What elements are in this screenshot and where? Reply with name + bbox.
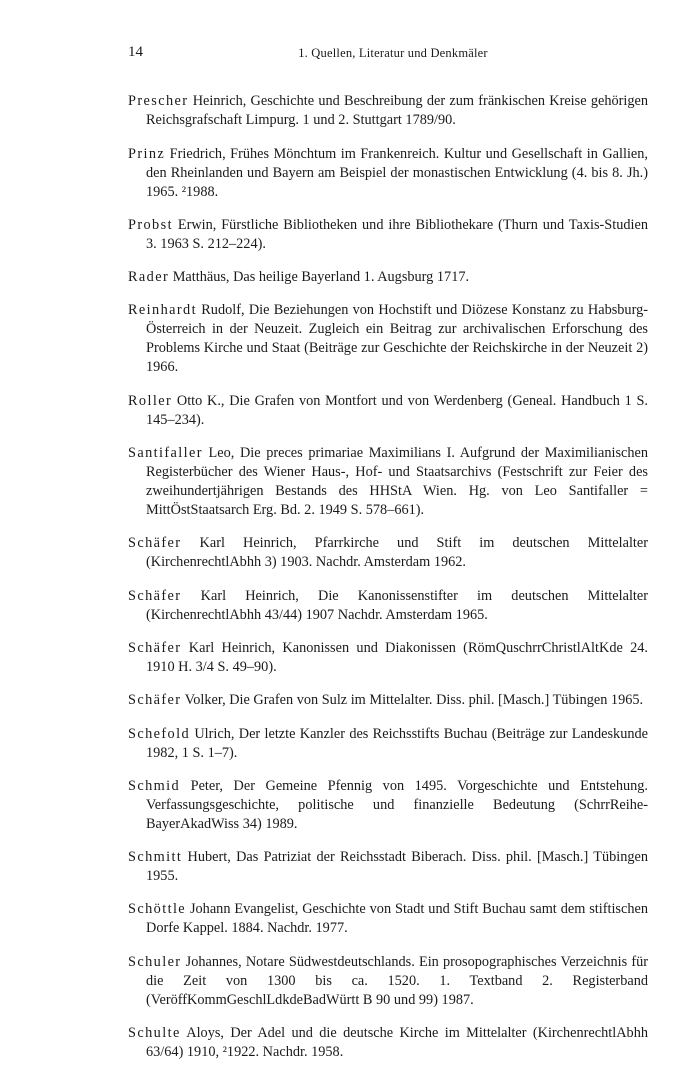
- entry-text: Karl Heinrich, Pfarrkirche und Stift im deutschen Mittelalter (KirchenrechtlAbhh 3) 1903. Nachdr. Amsterdam 1962.: [146, 535, 648, 571]
- entry-text: Ulrich, Der letzte Kanzler des Reichsstifts Buchau (Beiträge zur Landeskunde 1982, 1 S. 1–7).: [146, 725, 648, 761]
- bibliography-entry: [128, 216, 648, 254]
- entry-text: Karl Heinrich, Kanonissen und Diakonissen (RömQuschrrChristlAltKde 24. 1910 H. 3/4 S. 49–90).: [146, 639, 648, 675]
- page-number: 14: [128, 44, 143, 60]
- entry-text: Otto K., Die Grafen von Montfort und von Werdenberg (Geneal. Handbuch 1 S. 145–234).: [146, 392, 648, 428]
- bibliography-entry: [128, 725, 648, 763]
- entry-text: Karl Heinrich, Die Kanonissenstifter im deutschen Mittelalter (KirchenrechtlAbhh 43/44) 1907 Nachdr. Amsterdam 1965.: [146, 587, 648, 623]
- entry-text: Volker, Die Grafen von Sulz im Mittelalter. Diss. phil. [Masch.] Tübingen 1965.: [181, 692, 644, 709]
- entry-author: Schöttle: [128, 901, 187, 918]
- entry-author: Rader: [128, 269, 170, 286]
- bibliography-entry: [128, 145, 648, 202]
- bibliography-entry: [128, 444, 648, 520]
- bibliography-entry: [128, 848, 648, 886]
- bibliography-entry: [128, 900, 648, 938]
- entry-text: Leo, Die preces primariae Maximilians I. Aufgrund der Maximilianischen Registerbücher des Wiener Haus-, Hof- und Staatsarchivs (Festschrift zur Feier des zweihundertjährigen Bestands des HHStA Wien. Hg. von Leo Santifaller = MittÖstStaatsarch Erg. Bd. 2. 1949 S. 578–661).: [146, 445, 648, 519]
- entry-author: Roller: [128, 392, 173, 409]
- bibliography-entry: [128, 92, 648, 130]
- entry-author: Schefold: [128, 725, 191, 742]
- entry-author: Schmid: [128, 777, 181, 794]
- entry-author: Reinhardt: [128, 302, 197, 319]
- running-title: 1. Quellen, Literatur und Denkmäler: [298, 46, 488, 60]
- bibliography-entry: [128, 691, 648, 710]
- bibliography-entry: [128, 392, 648, 430]
- entry-author: Schuler: [128, 953, 182, 970]
- page-header: [128, 44, 648, 66]
- entry-author: Prinz: [128, 145, 166, 162]
- entry-text: Rudolf, Die Beziehungen von Hochstift und Diözese Konstanz zu Habsburg-Österreich in der Neuzeit. Zugleich ein Beitrag zur archivalischen Erforschung des Problems Kirche und Staat (Beiträge zur Geschichte der Reichskirche in der Neuzeit 2) 1966.: [146, 302, 648, 376]
- entry-text: Johann Evangelist, Geschichte von Stadt und Stift Buchau samt dem stiftischen Dorfe Kappel. 1884. Nachdr. 1977.: [146, 901, 648, 937]
- bibliography-entry: [128, 1024, 648, 1062]
- bibliography-entry: [128, 534, 648, 572]
- entry-text: Peter, Der Gemeine Pfennig von 1495. Vorgeschichte und Entstehung. Verfassungsgeschichte, politische und finanzielle Bedeutung (SchrrReihe-BayerAkadWiss 34) 1989.: [146, 777, 648, 832]
- bibliography-entry: [128, 777, 648, 834]
- bibliography-entry: [128, 639, 648, 677]
- bibliography-entry: [128, 953, 648, 1010]
- bibliography-entry: [128, 268, 648, 287]
- entry-author: Schmitt: [128, 849, 183, 866]
- bibliography-entry: [128, 587, 648, 625]
- entry-author: Schulte: [128, 1025, 181, 1042]
- entry-text: Friedrich, Frühes Mönchtum im Frankenreich. Kultur und Gesellschaft in Gallien, den Rheinlanden und Bayern am Beispiel der monastischen Entwicklung (4. bis 8. Jh.) 1965. ²1988.: [146, 145, 648, 200]
- entry-text: Johannes, Notare Südwestdeutschlands. Ein prosopographisches Verzeichnis für die Zeit von 1300 bis ca. 1520. 1. Textband 2. Registerband (VeröffKommGeschlLdkdeBadWürtt B 90 und 99) 1987.: [146, 953, 648, 1008]
- entry-author: Schäfer: [128, 587, 182, 604]
- entry-text: Hubert, Das Patriziat der Reichsstadt Biberach. Diss. phil. [Masch.] Tübingen 1955.: [146, 849, 648, 885]
- bibliography-entry: [128, 301, 648, 377]
- bibliography-list: [128, 78, 648, 1071]
- entry-author: Santifaller: [128, 445, 203, 462]
- entry-author: Schäfer: [128, 692, 182, 709]
- entry-author: Schäfer: [128, 535, 182, 552]
- entry-author: Schäfer: [128, 639, 182, 656]
- entry-text: Heinrich, Geschichte und Beschreibung der zum fränkischen Kreise gehörigen Reichsgrafschaft Limpurg. 1 und 2. Stuttgart 1789/90.: [146, 93, 648, 129]
- entry-text: Erwin, Fürstliche Bibliotheken und ihre Bibliothekare (Thurn und Taxis-Studien 3. 1963 S. 212–224).: [146, 216, 648, 252]
- entry-text: Aloys, Der Adel und die deutsche Kirche im Mittelalter (KirchenrechtlAbhh 63/64) 1910, ²1922. Nachdr. 1958.: [146, 1025, 648, 1061]
- entry-author: Probst: [128, 216, 173, 233]
- entry-text: Matthäus, Das heilige Bayerland 1. Augsburg 1717.: [169, 269, 470, 286]
- entry-author: Prescher: [128, 93, 189, 110]
